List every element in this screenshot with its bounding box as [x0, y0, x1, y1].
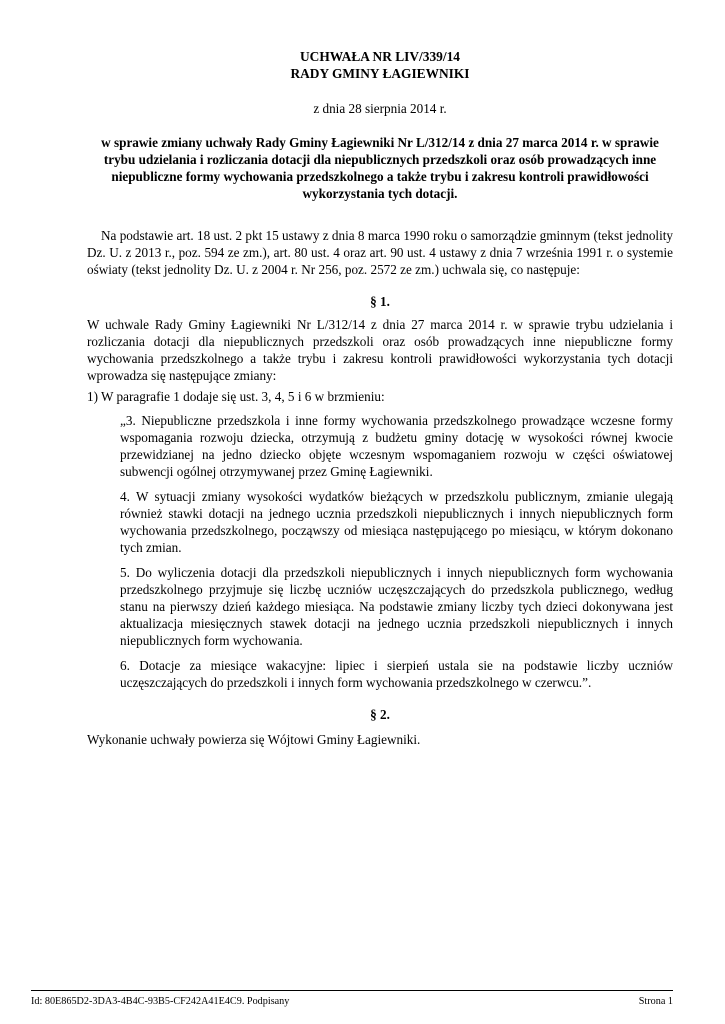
section-1-intro: W uchwale Rady Gminy Łagiewniki Nr L/312/14 z dnia 27 marca 2014 r. w sprawie trybu udzielania i rozliczania dotacji dla niepublicznych przedszkoli oraz osób prowadzących inne niepubliczne formy wychowania przedszkolnego a także trybu i zakresu kontroli prawidłowości wykorzystania tych dotacji wprowadza się następujące zmiany: — [87, 317, 673, 383]
section-1-heading: § 1. — [370, 294, 390, 309]
added-paragraph-6: 6. Dotacje za miesiące wakacyjne: lipiec i sierpień ustala sie na podstawie liczby uczniów uczęszczających do przedszkoli i innych form wychowania przedszkolnego w czerwcu.”. — [120, 658, 673, 690]
section-2-text: Wykonanie uchwały powierza się Wójtowi Gminy Łagiewniki. — [87, 732, 421, 747]
resolution-date: z dnia 28 sierpnia 2014 r. — [313, 101, 447, 116]
added-paragraph-3: „3. Niepubliczne przedszkola i inne formy wychowania przedszkolnego prowadzące wczesne formy wspomagania rozwoju dziecka, otrzymują z budżetu gminy dotację w wysokości równej kwocie przewidzianej na jedno dziecko objęte wczesnym wspomaganiem rozwoju w części oświatowej subwencji ogólnej otrzymywanej przez Gminę Łagiewniki. — [120, 413, 673, 479]
legal-basis-preamble: Na podstawie art. 18 ust. 2 pkt 15 ustawy z dnia 8 marca 1990 roku o samorządzie gminnym (tekst jednolity Dz. U. z 2013 r., poz. 594 ze zm.), art. 80 ust. 4 oraz art. 90 ust. 4 ustawy z dnia 7 września 1991 r. o systemie oświaty (tekst jednolity Dz. U. z 2004 r. Nr 256, poz. 2572 ze zm.) uchwala się, co następuje: — [87, 228, 673, 277]
resolution-number: UCHWAŁA NR LIV/339/14 — [300, 49, 460, 64]
resolution-subject: w sprawie zmiany uchwały Rady Gminy Łagiewniki Nr L/312/14 z dnia 27 marca 2014 r. w sprawie trybu udzielania i rozliczania dotacji dla niepublicznych przedszkoli oraz osób prowadzących inne niepubliczne formy wychowania przedszkolnego a także trybu i zakresu kontroli prawidłowości wykorzystania tych dotacji. — [101, 135, 659, 201]
document-id: Id: 80E865D2-3DA3-4B4C-93B5-CF242A41E4C9. Podpisany — [31, 996, 290, 1007]
council-name: RADY GMINY ŁAGIEWNIKI — [290, 66, 470, 81]
added-paragraph-5: 5. Do wyliczenia dotacji dla przedszkoli niepublicznych i innych niepublicznych form wychowania przedszkolnego przyjmuje się liczbę uczniów uczęszczających do przedszkola publicznego, według stanu na pierwszy dzień każdego miesiąca. Na podstawie zmiany liczby tych dzieci dokonywana jest aktualizacja miesięcznych stawek dotacji na jednego ucznia przedszkoli niepublicznych i innych niepublicznych form wychowania. — [120, 565, 673, 648]
document-page — [87, 48, 673, 748]
section-2-heading: § 2. — [370, 707, 390, 722]
added-paragraph-4: 4. W sytuacji zmiany wysokości wydatków bieżących w przedszkolu publicznym, zmianie ulegają również stawki dotacji na jednego ucznia przedszkoli niepublicznych i innych niepublicznych form wychowania przedszkolnego, począwszy od miesiąca następującego po miesiącu, w którym dokonano tych zmian. — [120, 489, 673, 555]
amendment-item-1: 1) W paragrafie 1 dodaje się ust. 3, 4, 5 i 6 w brzmieniu: — [87, 389, 385, 404]
page-number: Strona 1 — [638, 996, 673, 1007]
page-footer — [31, 990, 673, 1007]
